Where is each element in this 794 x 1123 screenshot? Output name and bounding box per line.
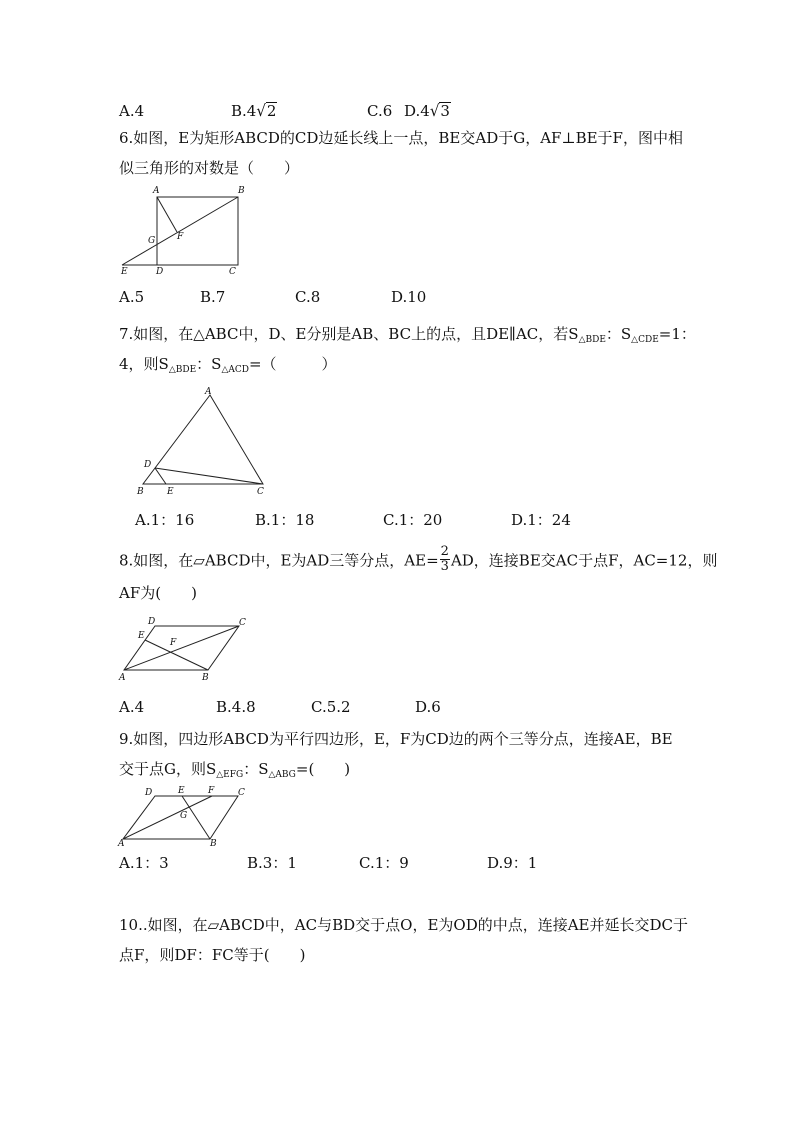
q7-sub-bde: △BDE <box>578 335 606 345</box>
q5-sqrt-d-value: 3 <box>440 102 450 120</box>
q7-text-c: =1： <box>658 325 696 343</box>
q7-option-b: B.1：18 <box>255 511 315 529</box>
q5-sqrt-b-value: 2 <box>266 102 277 120</box>
q9-label-d: D <box>145 788 153 798</box>
q7-label-e: E <box>167 487 174 497</box>
q8-text-b: AD，连接BE交AC于点F，AC=12，则 <box>450 551 718 570</box>
q8-option-a: A.4 <box>119 698 145 716</box>
q7-label-c: C <box>257 487 264 497</box>
q9-label-e: E <box>178 786 185 796</box>
q6-label-c: C <box>229 267 236 277</box>
q7-text-b: ：S <box>605 325 632 343</box>
q6-figure <box>115 183 255 278</box>
q9-option-c: C.1：9 <box>359 854 409 872</box>
q9-sub-efg: △EFG <box>216 770 244 780</box>
q10-line-2: 点F，则DF：FC等于( ) <box>119 946 306 964</box>
q6-label-g: G <box>148 236 156 246</box>
q7-label-a: A <box>205 387 212 397</box>
q9-label-g: G <box>180 811 188 821</box>
q9-line-1: 9.如图，四边形ABCD为平行四边形，E，F为CD边的两个三等分点，连接AE，BE <box>119 730 673 748</box>
q9-label-a: A <box>118 839 125 849</box>
q8-frac-num: 2 <box>440 544 449 559</box>
q9-text-b: ：S <box>243 760 269 778</box>
q7-option-d: D.1：24 <box>511 511 571 529</box>
q6-option-b: B.7 <box>200 288 226 306</box>
q5-option-d <box>404 101 451 121</box>
q8-text-a: 8.如图，在▱ABCD中，E为AD三等分点，AE= <box>119 551 439 570</box>
q6-line-2: 似三角形的对数是（ ） <box>119 159 300 177</box>
q6-option-a: A.5 <box>119 288 145 306</box>
q9-option-a: A.1：3 <box>119 854 169 872</box>
q8-label-d: D <box>148 617 156 627</box>
q8-label-a: A <box>119 673 126 683</box>
q6-label-b: B <box>238 186 245 196</box>
q7-option-c: C.1：20 <box>383 511 443 529</box>
q7-sub-bde-2: △BDE <box>168 365 197 375</box>
q7-label-b: B <box>137 487 144 497</box>
q5-option-b-label: B.4 <box>231 102 257 120</box>
q9-figure <box>115 784 260 850</box>
q8-figure <box>115 613 255 685</box>
q5-option-c: C.6 <box>367 102 393 120</box>
q9-option-b: B.3：1 <box>247 854 297 872</box>
q9-line-2 <box>119 759 350 785</box>
q9-label-b: B <box>210 839 217 849</box>
q7-text-a: 7.如图，在△ABC中，D、E分别是AB、BC上的点，且DE∥AC，若S <box>119 325 579 343</box>
q9-label-c: C <box>238 788 245 798</box>
q9-sub-abg: △ABG <box>268 770 296 780</box>
q8-label-b: B <box>202 673 209 683</box>
sqrt-symbol: √3 <box>429 101 450 121</box>
q7-text-f: =（ ） <box>248 355 337 373</box>
q8-option-d: D.6 <box>415 698 441 716</box>
q9-option-d: D.9：1 <box>487 854 538 872</box>
sqrt-symbol: √2 <box>256 101 277 121</box>
q8-line-1 <box>119 544 718 576</box>
q9-text-c: =( ) <box>295 760 351 778</box>
q5-option-b <box>231 101 277 121</box>
q8-line-2: AF为( ) <box>119 584 197 602</box>
q5-option-a: A.4 <box>119 102 145 120</box>
q9-label-f: F <box>208 786 215 796</box>
q6-label-d: D <box>156 267 164 277</box>
q8-label-e: E <box>138 631 145 641</box>
q6-option-d: D.10 <box>391 288 427 306</box>
q7-line-1 <box>119 324 696 350</box>
q6-option-c: C.8 <box>295 288 321 306</box>
q7-sub-acd: △ACD <box>221 365 249 375</box>
q7-line-2 <box>119 354 337 380</box>
q6-label-f: F <box>177 232 184 242</box>
q9-text-a: 交于点G，则S <box>119 760 217 778</box>
q7-text-d: 4，则S <box>119 355 169 373</box>
q7-figure <box>135 385 275 500</box>
q8-fraction <box>440 545 450 574</box>
q8-label-c: C <box>239 618 246 628</box>
q8-label-f: F <box>170 638 177 648</box>
q8-option-b: B.4.8 <box>216 698 256 716</box>
q7-label-d: D <box>144 460 152 470</box>
q8-option-c: C.5.2 <box>311 698 351 716</box>
q5-option-d-label: D.4 <box>404 102 430 120</box>
q7-option-a: A.1：16 <box>135 511 195 529</box>
q6-label-a: A <box>153 186 160 196</box>
q10-line-1: 10..如图，在▱ABCD中，AC与BD交于点O，E为OD的中点，连接AE并延长交DC于 <box>119 916 689 934</box>
q6-line-1: 6.如图，E为矩形ABCD的CD边延长线上一点，BE交AD于G，AF⊥BE于F，图中相 <box>119 129 683 147</box>
q8-frac-den: 3 <box>440 559 449 574</box>
q6-label-e: E <box>121 267 128 277</box>
q7-text-e: ：S <box>196 355 222 373</box>
q7-sub-cde: △CDE <box>631 335 659 345</box>
